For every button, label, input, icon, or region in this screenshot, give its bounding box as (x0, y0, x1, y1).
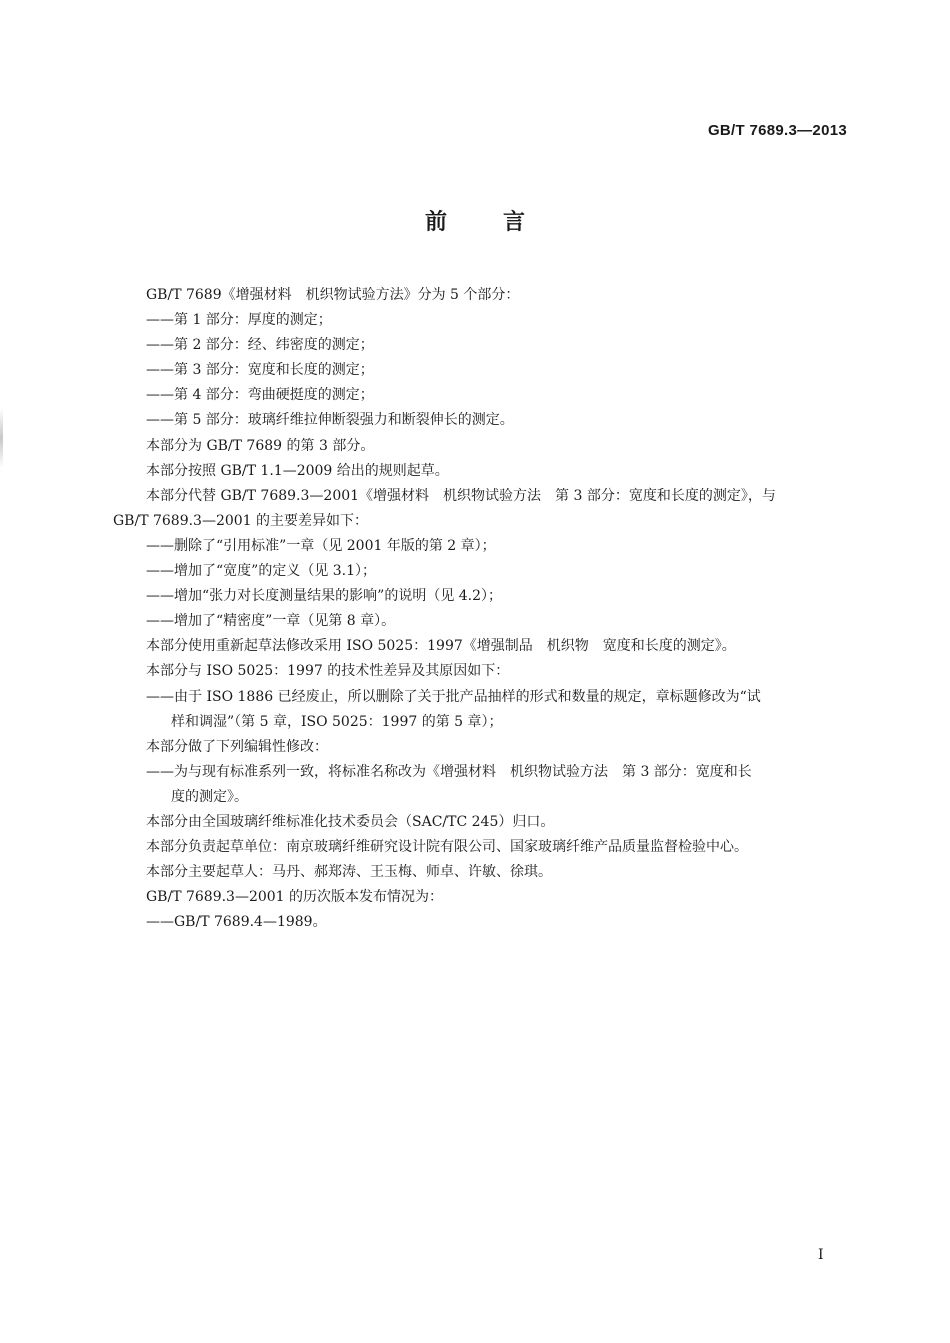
paragraph-technical-differences: 本部分与 ISO 5025：1997 的技术性差异及其原因如下： (146, 663, 510, 680)
list-item-part-1: ——第 1 部分：厚度的测定； (146, 312, 332, 329)
paragraph-drafters: 本部分主要起草人：马丹、郝郑涛、王玉梅、师卓、许敏、徐琪。 (146, 864, 552, 881)
paragraph-replaces-line-2: GB/T 7689.3—2001 的主要差异如下： (113, 512, 369, 529)
standard-code: GB/T 7689.3—2013 (707, 122, 847, 139)
foreword-body (113, 283, 851, 935)
paragraph-history-intro: GB/T 7689.3—2001 的历次版本发布情况为： (146, 889, 444, 906)
list-item-change-1: ——删除了“引用标准”一章（见 2001 年版的第 2 章）； (146, 537, 496, 554)
paragraph-drafting-rules: 本部分按照 GB/T 1.1—2009 给出的规则起草。 (146, 462, 449, 479)
list-item-change-4: ——增加了“精密度”一章（见第 8 章）。 (146, 613, 396, 630)
list-item-part-5: ——第 5 部分：玻璃纤维拉伸断裂强力和断裂伸长的测定。 (146, 412, 514, 429)
list-item-editorial-line-2: 度的测定》。 (171, 788, 248, 805)
paragraph-editorial-changes: 本部分做了下列编辑性修改： (146, 738, 328, 755)
paragraph-parts-intro: GB/T 7689《增强材料 机织物试验方法》分为 5 个部分： (146, 287, 520, 303)
list-item-change-3: ——增加“张力对长度测量结果的影响”的说明（见 4.2）； (146, 588, 503, 605)
list-item-difference-line-2: 样和调湿”（第 5 章，ISO 5025：1997 的第 5 章）； (171, 713, 503, 730)
list-item-change-2: ——增加了“宽度”的定义（见 3.1）； (146, 563, 377, 580)
list-item-history-1: ——GB/T 7689.4—1989。 (146, 914, 327, 931)
paragraph-drafting-units: 本部分负责起草单位：南京玻璃纤维研究设计院有限公司、国家玻璃纤维产品质量监督检验中心。 (146, 839, 748, 856)
list-item-part-4: ——第 4 部分：弯曲硬挺度的测定； (146, 387, 374, 404)
list-item-difference-line-1: ——由于 ISO 1886 已经废止，所以删除了关于批产品抽样的形式和数量的规定，章标题修改为“试 (146, 688, 761, 705)
paragraph-committee: 本部分由全国玻璃纤维标准化技术委员会（SAC/TC 245）归口。 (146, 813, 555, 830)
page-number: I (818, 1247, 824, 1263)
page-title: 前言 (424, 210, 581, 235)
paragraph-part-number: 本部分为 GB/T 7689 的第 3 部分。 (146, 437, 375, 454)
paragraph-iso-adoption: 本部分使用重新起草法修改采用 ISO 5025：1997《增强制品 机织物 宽度和长度的测定》。 (146, 638, 736, 655)
list-item-part-2: ——第 2 部分：经、纬密度的测定； (146, 337, 374, 354)
scan-edge-mark (0, 408, 3, 468)
list-item-editorial-line-1: ——为与现有标准系列一致，将标准名称改为《增强材料 机织物试验方法 第 3 部分：宽度和长 (146, 763, 752, 780)
list-item-part-3: ——第 3 部分：宽度和长度的测定； (146, 362, 374, 379)
paragraph-replaces-line-1: 本部分代替 GB/T 7689.3—2001《增强材料 机织物试验方法 第 3 部分：宽度和长度的测定》，与 (146, 487, 776, 504)
